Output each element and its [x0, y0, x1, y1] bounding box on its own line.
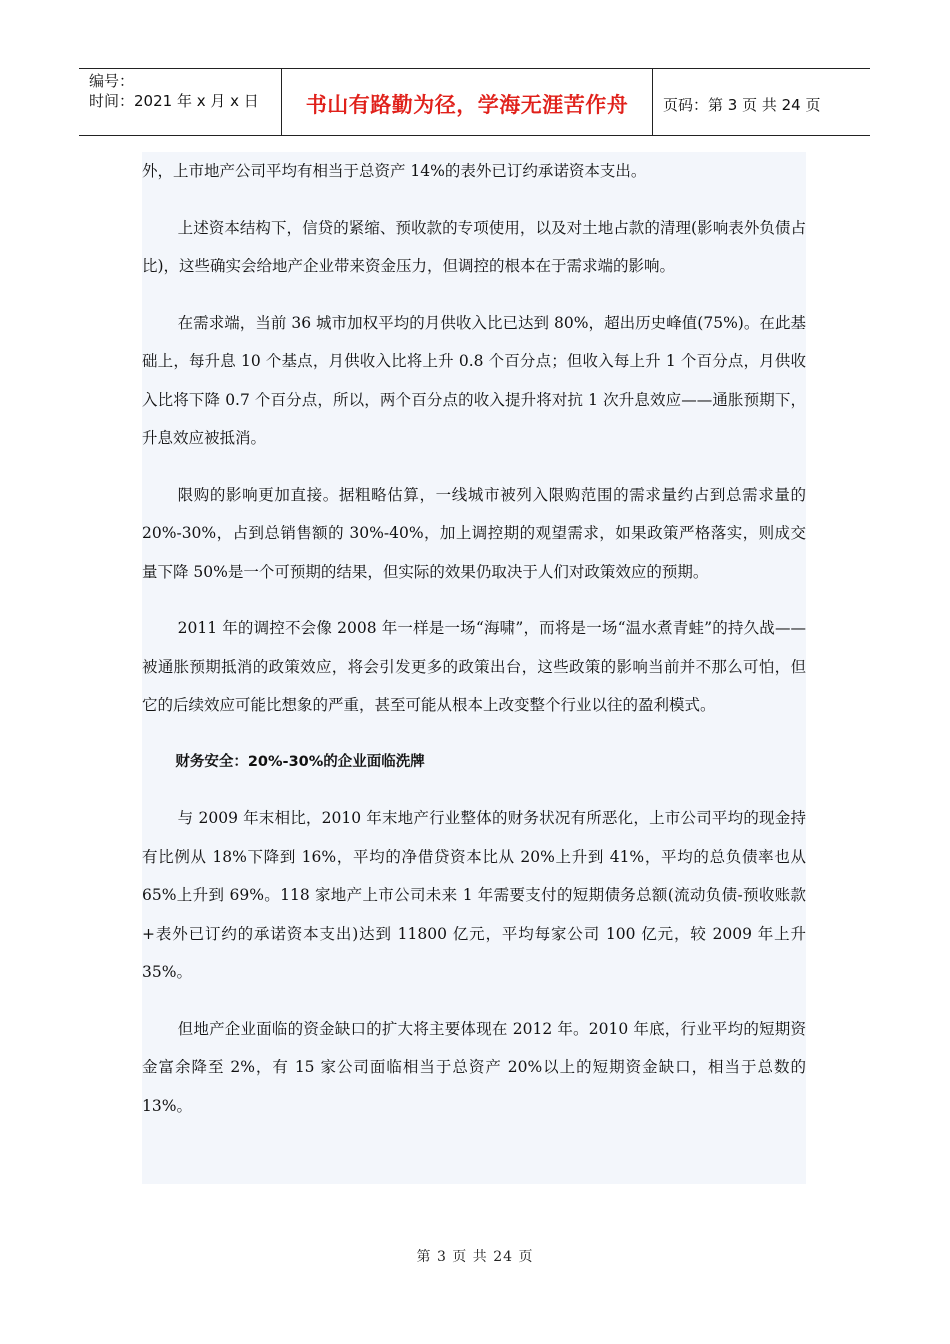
paragraph: 但地产企业面临的资金缺口的扩大将主要体现在 2012 年。2010 年底，行业平均的短期资金富余降至 2%，有 15 家公司面临相当于总资产 20%以上的短期资金缺口，相当于总数的 13%。	[142, 1019, 806, 1115]
section-heading: 财务安全：20%-30%的企业面临洗牌	[175, 753, 425, 770]
header-page-info: 页码：第 3 页 共 24 页	[663, 95, 821, 114]
header-meta	[79, 69, 281, 135]
page-footer: 第 3 页 共 24 页	[416, 1249, 534, 1265]
paragraph: 上述资本结构下，信贷的紧缩、预收款的专项使用，以及对土地占款的清理(影响表外负债占比)，这些确实会给地产企业带来资金压力，但调控的根本在于需求端的影响。	[142, 218, 806, 275]
paragraph-continued: 外，上市地产公司平均有相当于总资产 14%的表外已订约承诺资本支出。	[142, 162, 647, 180]
paragraph: 在需求端，当前 36 城市加权平均的月供收入比已达到 80%，超出历史峰值(75%)。在此基础上，每升息 10 个基点，月供收入比将上升 0.8 个百分点；但收入每上升 1 个百分点，月供收入比将下降 0.7 个百分点，所以，两个百分点的收入提升将对抗 1 次升息效应——通胀预期下，升息效应被抵消。	[142, 313, 806, 447]
date-line: 时间：2021 年 x 月 x 日	[89, 92, 259, 110]
paragraph: 限购的影响更加直接。据粗略估算，一线城市被列入限购范围的需求量约占到总需求量的 20%-30%，占到总销售额的 30%-40%，加上调控期的观望需求，如果政策严格落实，则成交量下降 50%是一个可预期的结果，但实际的效果仍取决于人们对政策效应的预期。	[142, 485, 806, 581]
page-header	[79, 68, 870, 136]
header-motto: 书山有路勤为径，学海无涯苦作舟	[281, 69, 653, 135]
document-body	[142, 152, 806, 1184]
paragraph: 与 2009 年末相比，2010 年末地产行业整体的财务状况有所恶化，上市公司平均的现金持有比例从 18%下降到 16%，平均的净借贷资本比从 20%上升到 41%，平均的总负债率也从 65%上升到 69%。118 家地产上市公司未来 1 年需要支付的短期债务总额(流动负债-预收账款+表外已订约的承诺资本支出)达到 11800 亿元，平均每家公司 100 亿元，较 2009 年上升 35%。	[142, 809, 806, 981]
paragraph: 2011 年的调控不会像 2008 年一样是一场“海啸”，而将是一场“温水煮青蛙”的持久战——被通胀预期抵消的政策效应，将会引发更多的政策出台，这些政策的影响当前并不那么可怕，但它的后续效应可能比想象的严重，甚至可能从根本上改变整个行业以往的盈利模式。	[142, 619, 806, 714]
serial-label: 编号：	[89, 72, 135, 90]
